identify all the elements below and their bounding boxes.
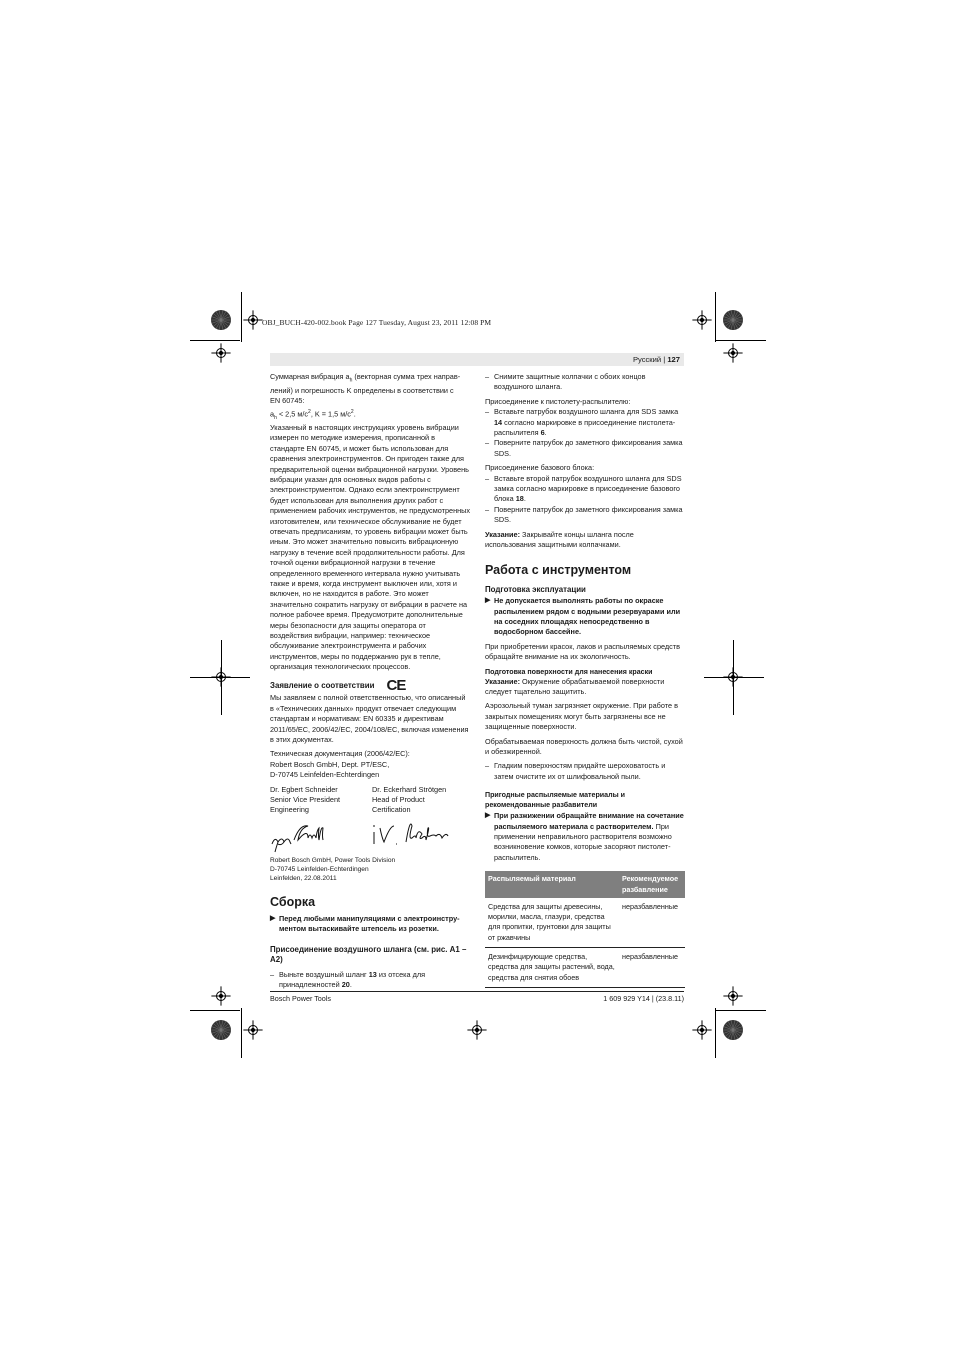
prep-text: При приобретении красок, лаков и распыляемых средств обращайте внимание на их экологичность. [485, 641, 681, 662]
vibration-text: Указанный в настоящих инструкциях уровень вибрации измерен по методике измерения, прописанной в стандарте EN 60745, и может быть использован для сравнения электроинструментов. Он пригоден также для предварительной оценки вибрационной нагрузки. Уровень вибрации указан для основных видов работы с электроинструментом. Однако если электроинструмент будет использован для выполнения других работ с применением рабочих инструментов, не предусмотренных изготовителем, или техническое обслуживание не будет отвечать предписаниям, то уровень вибрации может быть иным. Это может значительно повысить вибрационную нагрузку в течение всей продолжительности работы. Для точной оценки вибрационной нагрузки в течение определенного временного интервала нужно учитывать также и время, когда инструмент выключен или, хотя и включен, но не находится в работе. Это может значительно сократить нагрузку от вибрации в расчете на полное рабочее время. Предусмотрите дополнительные меры безопасности для защиты оператора от воздействия вибрации, например: техническое обслуживание электроинструмента и рабочих инструментов, меры по поддержанию рук в тепле, организация технологических процессов. [270, 422, 471, 672]
crop-mark [704, 677, 764, 678]
text-part: Выньте воздушный шланг [279, 969, 369, 979]
step-caps [485, 372, 685, 393]
crop-mark [715, 292, 716, 342]
vib-a: a [270, 409, 275, 419]
vib-sub: h [349, 377, 353, 384]
materials-table [485, 871, 685, 988]
registration-mark-icon [722, 1019, 744, 1041]
company-line: Robert Bosch GmbH, Power Tools Division [270, 856, 396, 864]
tech-doc-line: Техническая документация (2006/42/EC): [270, 749, 410, 759]
dash-marker: – [485, 504, 490, 514]
ce-mark-icon: CE [386, 676, 406, 694]
crop-mark [190, 1010, 240, 1011]
registration-mark-icon [721, 984, 745, 1008]
crop-mark [716, 1010, 766, 1011]
signer-title: Engineering [270, 805, 309, 815]
surface-title: Подготовка поверхности для нанесения краски [485, 667, 653, 676]
table-header: Распыляемый материал [485, 871, 619, 898]
note-label: Указание: [485, 676, 521, 686]
registration-mark-icon [690, 308, 714, 332]
table-cell: Средства для защиты древесины, морилки, масла, глазури, средства для пропитки, грунтовки для защиты от ржавчины [485, 898, 619, 948]
vib-value: < 2,5 м/с [276, 409, 309, 419]
step-text: Поверните патрубок до заметного фиксирования замка SDS. [494, 504, 683, 525]
signature-1 [272, 826, 323, 852]
registration-mark-icon [722, 309, 744, 331]
signer-title: Certification [372, 805, 411, 815]
text-part: Вставьте патрубок воздушного шланга для SDS замка [494, 407, 679, 417]
declaration-title: Заявление о соответствии [270, 680, 375, 690]
registration-mark-icon [210, 1019, 232, 1041]
table-header-row [485, 871, 685, 898]
assembly-warning [270, 914, 470, 935]
aerosol-text: Аэрозольный туман загрязняет окружение. При работе в закрытых помещениях могут быть загрязнены все не защищенные поверхности. [485, 701, 678, 732]
bullet-arrow-icon: ▶ [485, 597, 491, 605]
part-number: 6 [540, 428, 545, 438]
company-line: Leinfelden, 22.08.2011 [270, 874, 337, 882]
tech-doc [270, 749, 470, 780]
company-info [270, 856, 470, 883]
text-part: согласно маркировке в присоединение пистолета-распылителя [494, 417, 676, 438]
note-text: Окружение обрабатываемой поверхности следует тщательно защитить. [485, 676, 665, 696]
smooth-step [485, 761, 685, 782]
clean-text: Обрабатываемая поверхность должна быть чистой, сухой и обезжиренной. [485, 736, 683, 756]
crop-mark [190, 677, 250, 678]
vib-text-c: лений) и погрешность K определены в соответствии с [270, 385, 454, 395]
right-column [485, 372, 685, 988]
dash-marker: – [485, 438, 490, 448]
part-number: 18 [515, 494, 524, 504]
crop-mark [241, 292, 242, 342]
signature-2 [373, 824, 448, 844]
footer-left: Bosch Power Tools [270, 994, 331, 1003]
registration-mark-icon [210, 309, 232, 331]
note-caps [485, 530, 685, 551]
vib-h: h [274, 414, 277, 421]
materials-warning [485, 811, 685, 863]
crop-mark [715, 1008, 716, 1058]
materials-title: Пригодные распыляемые материалы и рекомендованные разбавители [485, 791, 625, 810]
signer-name: Dr. Egbert Schneider [270, 784, 338, 794]
prep-title: Подготовка эксплуатации [485, 584, 586, 594]
part-number: 14 [494, 417, 503, 427]
gun-step-1 [485, 407, 685, 438]
text-part: Вставьте второй патрубок воздушного шланга для SDS замка согласно маркировке в присоединение базового блока [494, 473, 682, 504]
gun-step-2 [485, 438, 685, 459]
registration-mark-icon [209, 341, 233, 365]
dash-marker: – [270, 969, 275, 979]
base-step-2 [485, 505, 685, 526]
declaration-text: Мы заявляем с полной ответственностью, что описанный в «Технических данных» продукт отвечает следующим стандартам и нормативам: EN 60335 и директивам 2011/65/EC, 2006/42/EC, 2004/108/EC, включая изменения в этих документах. [270, 693, 469, 744]
base-step-1 [485, 474, 685, 505]
step-text [494, 474, 685, 505]
text-part: . [544, 428, 547, 438]
file-header: OBJ_BUCH-420-002.book Page 127 Tuesday, August 23, 2011 12:08 PM [262, 318, 492, 327]
hose-step-text [279, 970, 470, 991]
gun-label: Присоединение к пистолету-распылителю: [485, 396, 631, 406]
footer-right: 1 609 929 Y14 | (23.8.11) [603, 994, 684, 1003]
table-cell: неразбавленные [619, 898, 685, 948]
table-row [485, 898, 685, 948]
hose-title: Присоединение воздушного шланга (см. рис. A1 – A2) [270, 944, 467, 965]
vib-k: , K = 1,5 м/с [310, 409, 351, 419]
base-label: Присоединение базового блока: [485, 463, 595, 473]
note-surface [485, 677, 685, 698]
registration-mark-icon [690, 1018, 714, 1042]
text-part: . [349, 980, 352, 990]
registration-mark-icon [241, 1018, 265, 1042]
signatures [270, 818, 470, 854]
vib-sup2: 2 [350, 408, 354, 415]
step-text: Поверните патрубок до заметного фиксирования замка SDS. [494, 438, 683, 458]
registration-mark-icon [721, 341, 745, 365]
left-column [270, 372, 470, 991]
signer-2 [372, 785, 446, 816]
text-part: . [523, 494, 526, 504]
signer-title: Senior Vice President [270, 794, 341, 804]
signers [270, 785, 470, 816]
step-text [494, 407, 685, 438]
step-text: Гладким поверхностям придайте шероховатость и затем очистите их от шлифовальной пыли. [494, 761, 666, 781]
prep-warning [485, 596, 685, 638]
table-cell: неразбавленные [619, 948, 685, 988]
part-number: 20 [341, 980, 350, 990]
crop-mark [241, 1008, 242, 1058]
company-line: D-70745 Leinfelden-Echterdingen [270, 865, 369, 873]
bullet-arrow-icon: ▶ [485, 812, 491, 820]
signer-1 [270, 785, 372, 816]
registration-mark-icon [209, 984, 233, 1008]
signer-title: Head of Product [372, 794, 425, 804]
dash-marker: – [485, 761, 490, 771]
footer-divider [270, 991, 684, 992]
page-header-bar [270, 353, 684, 366]
step-text: Снимите защитные колпачки с обоих концов воздушного шланга. [494, 372, 646, 392]
vib-standard: EN 60745: [270, 396, 305, 406]
warning-bold: При разжижении обращайте внимание на сочетание распыляемого материала с растворителем. [494, 811, 684, 831]
table-header: Рекомендуемое разбавление [619, 871, 685, 898]
declaration-heading [270, 676, 470, 694]
vib-text-a: Суммарная вибрация a [270, 372, 350, 381]
dash-marker: – [485, 372, 490, 381]
vibration-summary [270, 372, 470, 423]
assembly-warning-text: Перед любыми манипуляциями с электроинстру-ментом вытаскивайте штепсель из розетки. [279, 913, 460, 934]
note-label: Указание: [485, 529, 521, 539]
crop-mark [190, 340, 240, 341]
warning-normal: При применении неправильного растворителя возможно возникновение комков, которые засоряют пистолет-распылитель. [494, 821, 672, 862]
registration-mark-icon [465, 1018, 489, 1042]
tech-doc-line: D-70745 Leinfelden-Echterdingen [270, 770, 380, 780]
work-title: Работа с инструментом [485, 562, 632, 577]
dash-marker: – [485, 407, 490, 417]
tech-doc-line: Robert Bosch GmbH, Dept. PT/ESC, [270, 759, 390, 769]
vib-dot: . [353, 409, 356, 419]
crop-mark [716, 340, 766, 341]
text-part: из отсека для принадлежностей [279, 969, 426, 990]
table-row [485, 948, 685, 988]
vib-sup1: 2 [308, 408, 311, 415]
signer-name: Dr. Eckerhard Strötgen [372, 784, 447, 794]
vib-text-b: (векторная сумма трех направ- [352, 372, 461, 381]
part-number: 13 [368, 969, 377, 979]
hose-step [270, 970, 470, 991]
page-number: 127 [667, 355, 680, 364]
bullet-arrow-icon: ▶ [270, 914, 276, 922]
table-cell: Дезинфицирующие средства, средства для защиты растений, вода, средства для снятия обоев [485, 948, 619, 988]
header-language: Русский [632, 355, 662, 364]
warning-text [494, 811, 685, 863]
warning-text: Не допускается выполнять работы по окраске распылением рядом с водными резервуарами или на соседних площадях непосредственно в водосборном бассейне. [494, 596, 681, 637]
note-text: Закрывайте концы шланга после использования защитными колпачками. [485, 529, 634, 550]
page-header: Русский | 127 [632, 355, 680, 364]
dash-marker: – [485, 473, 490, 483]
assembly-title: Сборка [270, 894, 316, 909]
